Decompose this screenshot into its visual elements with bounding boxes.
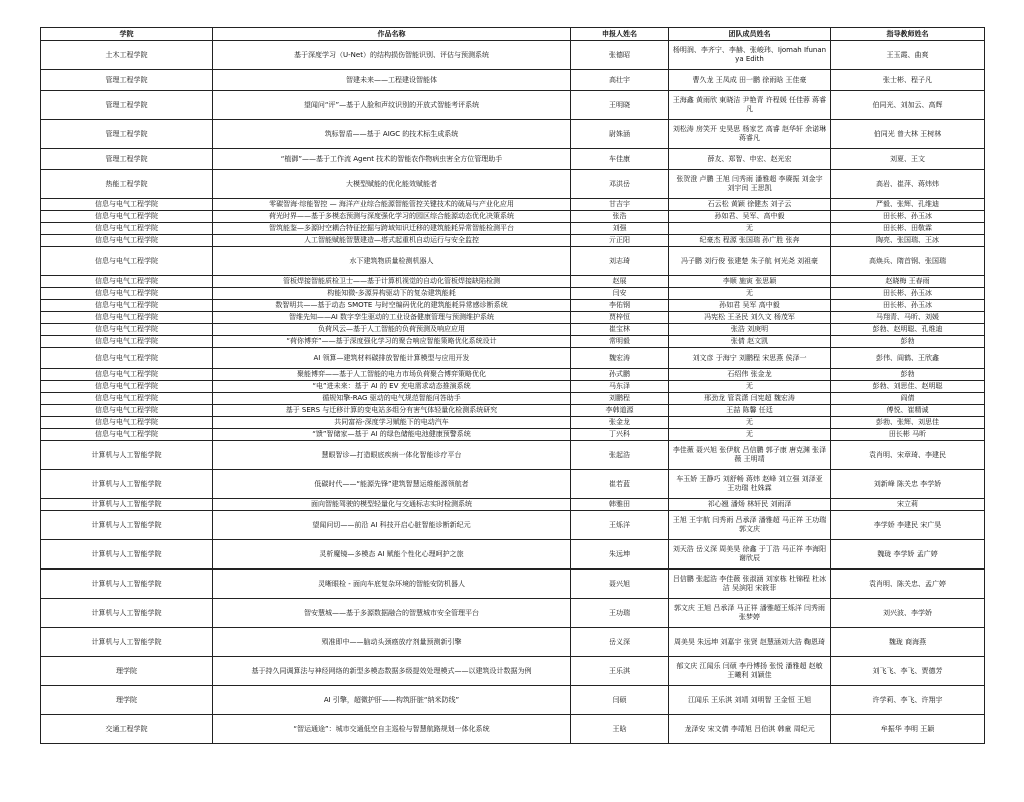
cell-college: 信息与电气工程学院 <box>41 417 213 429</box>
cell-applicant: 岳义深 <box>571 628 669 657</box>
cell-college: 信息与电气工程学院 <box>41 393 213 405</box>
cell-advisor: 牟振华 李明 王颖 <box>831 715 985 744</box>
cell-applicant: 高壮宇 <box>571 70 669 91</box>
cell-team: 冯宪松 王圣民 刘久文 杨茂军 <box>669 312 831 324</box>
cell-applicant: 崔宝林 <box>571 324 669 336</box>
table-row <box>41 715 985 744</box>
cell-college: 管理工程学院 <box>41 120 213 149</box>
table-row <box>41 540 985 570</box>
table-row <box>41 235 985 247</box>
cell-team: 郁文庆 江闻乐 闫硕 李丹博扬 张悦 潘雅超 赵敏 王曦利 刘颖佳 <box>669 657 831 686</box>
cell-project: “智运通途”：城市交通低空自主巡检与智慧航路规划一体化系统 <box>213 715 571 744</box>
cell-project: 基于深度学习（U-Net）的结构损伤智能识别、评估与预测系统 <box>213 41 571 70</box>
cell-applicant: 崔若蓝 <box>571 470 669 499</box>
cell-advisor: 刘新峰 陈关忠 李学娇 <box>831 470 985 499</box>
table-row <box>41 657 985 686</box>
cell-applicant: 张金龙 <box>571 417 669 429</box>
cell-project: “电”进未来：基于 AI 的 EV 充电需求动态推演系统 <box>213 381 571 393</box>
cell-project: 构能知微-多源异构驱动下的复杂建筑能耗 <box>213 288 571 300</box>
table-row <box>41 429 985 441</box>
cell-applicant: 甘吉宇 <box>571 199 669 211</box>
cell-applicant: 张浩 <box>571 211 669 223</box>
cell-advisor: 彭勃、刘思佳、赵明聪 <box>831 381 985 393</box>
cell-college: 信息与电气工程学院 <box>41 223 213 235</box>
cell-applicant: 常明毅 <box>571 336 669 348</box>
cell-advisor: 许学莉、李飞、许翔宇 <box>831 686 985 715</box>
cell-advisor: 彭勃 <box>831 336 985 348</box>
cell-advisor: 魏珑 商海燕 <box>831 628 985 657</box>
cell-project: 基于 SERS 与迁移计算的变电站多组分有害气体轻量化检测系统研究 <box>213 405 571 417</box>
cell-team: 无 <box>669 288 831 300</box>
cell-applicant: 马东泽 <box>571 381 669 393</box>
cell-college: 计算机与人工智能学院 <box>41 628 213 657</box>
cell-applicant: 邓洪岳 <box>571 170 669 199</box>
table-row <box>41 312 985 324</box>
table-row <box>41 288 985 300</box>
cell-applicant: 车佳康 <box>571 149 669 170</box>
cell-team: 冯子鹏 刘行俊 张建楚 朱子航 何光尧 刘祖豪 <box>669 247 831 276</box>
table-row <box>41 369 985 381</box>
table-row <box>41 276 985 288</box>
table-header <box>41 28 985 41</box>
table-row <box>41 470 985 499</box>
cell-applicant: 张起浩 <box>571 441 669 470</box>
cell-applicant: 王晗 <box>571 715 669 744</box>
cell-advisor: 严毅、张辉、孔维迪 <box>831 199 985 211</box>
cell-advisor: 田长彬、孙玉冰 <box>831 211 985 223</box>
cell-college: 计算机与人工智能学院 <box>41 441 213 470</box>
cell-project: 大模型赋能的优化能效赋能者 <box>213 170 571 199</box>
table-row <box>41 300 985 312</box>
cell-applicant: 刘志琦 <box>571 247 669 276</box>
cell-college: 计算机与人工智能学院 <box>41 470 213 499</box>
cell-advisor: 阎倩 <box>831 393 985 405</box>
cell-college: 信息与电气工程学院 <box>41 405 213 417</box>
cell-college: 信息与电气工程学院 <box>41 247 213 276</box>
cell-advisor: 彭勃、张辉、刘思佳 <box>831 417 985 429</box>
cell-advisor: 刘兴波、李学娇 <box>831 599 985 628</box>
cell-team: 张贺澄 卢鹏 王旭 闫秀雨 潘雅超 李赓振 刘金宇 刘宇闰 王思凯 <box>669 170 831 199</box>
cell-project: 智维先知——AI 数字孪生驱动的工业设备健康管理与预测维护系统 <box>213 312 571 324</box>
cell-team: 吕信鹏 张起浩 李佳薇 张淑涵 刘家栋 杜锦程 杜冰洁 吴滨阳 宋筱菲 <box>669 569 831 599</box>
cell-applicant: 亓正阳 <box>571 235 669 247</box>
table-row <box>41 511 985 540</box>
cell-advisor: 田长彬 马昕 <box>831 429 985 441</box>
cell-team: 王喆 陈馨 任廷 <box>669 405 831 417</box>
cell-advisor: 李学娇 李建民 宋广昊 <box>831 511 985 540</box>
cell-college: 土木工程学院 <box>41 41 213 70</box>
cell-applicant: 赵展 <box>571 276 669 288</box>
cell-team: 无 <box>669 223 831 235</box>
cell-project: 面向智能驾驶的模型轻量化与交通标志实时检测系统 <box>213 499 571 511</box>
cell-college: 信息与电气工程学院 <box>41 429 213 441</box>
table-row <box>41 441 985 470</box>
cell-project: 灵析魔镜—多模态 AI 赋能个性化心理呵护之旅 <box>213 540 571 570</box>
cell-team: 孙如君、吴军、高中毅 <box>669 211 831 223</box>
cell-project: 管板焊接智能质检卫士——基于计算机视觉的自动化管板焊接缺陷检测 <box>213 276 571 288</box>
cell-team: 刘松涛 房笑开 史昊思 杨家艺 高睿 赵华轩 余诺琳 蒋睿凡 <box>669 120 831 149</box>
table-row <box>41 120 985 149</box>
cell-applicant: 刘强 <box>571 223 669 235</box>
cell-applicant: 孙式鹏 <box>571 369 669 381</box>
cell-advisor: 赵晓梅 王春雨 <box>831 276 985 288</box>
cell-advisor: 傅悦、崔精诚 <box>831 405 985 417</box>
cell-advisor: 陶亮、张国瑞、王冰 <box>831 235 985 247</box>
cell-project: 慧眼智诊—打造眼底疾病一体化智能诊疗平台 <box>213 441 571 470</box>
cell-project: AI 引擎，超微护肝——构筑肝脏“纳米防线” <box>213 686 571 715</box>
cell-college: 理学院 <box>41 686 213 715</box>
cell-team: 曹久龙 王凤成 田一鹏 徐雨晗 王佳豪 <box>669 70 831 91</box>
cell-applicant: 王功瑞 <box>571 599 669 628</box>
cell-project: 共同富裕-深度学习赋能下的电动汽车 <box>213 417 571 429</box>
cell-project: “馈”智储家—基于 AI 的绿色储能电池健康预警系统 <box>213 429 571 441</box>
cell-advisor: 彭勃、赵明聪、孔维迪 <box>831 324 985 336</box>
cell-applicant: 王乐淇 <box>571 657 669 686</box>
cell-applicant: 王烁洋 <box>571 511 669 540</box>
cell-college: 信息与电气工程学院 <box>41 211 213 223</box>
cell-team: 张倩 赵文凯 <box>669 336 831 348</box>
cell-project: 望闻问“评”—基于人脸和声纹识别的开放式智能考评系统 <box>213 91 571 120</box>
cell-project: “植御”——基于工作流 Agent 技术的智能农作物病虫害全方位管理助手 <box>213 149 571 170</box>
table-row <box>41 170 985 199</box>
cell-team: 王海鑫 黄雨欣 東晓洁 尹艳青 许程媛 任佳蓉 蒋睿凡 <box>669 91 831 120</box>
table-row <box>41 686 985 715</box>
cell-advisor: 刘夏、王文 <box>831 149 985 170</box>
cell-college: 交通工程学院 <box>41 715 213 744</box>
table-row <box>41 336 985 348</box>
table-row <box>41 393 985 405</box>
cell-college: 热能工程学院 <box>41 170 213 199</box>
cell-advisor: 高岩、崔萍、蒋炜炜 <box>831 170 985 199</box>
cell-team: 无 <box>669 417 831 429</box>
cell-project: 零碳智海·综能智控 — 海洋产业综合能源智能管控关键技术的破局与产业化应用 <box>213 199 571 211</box>
cell-college: 信息与电气工程学院 <box>41 336 213 348</box>
cell-applicant: 李佑钢 <box>571 300 669 312</box>
cell-college: 计算机与人工智能学院 <box>41 499 213 511</box>
cell-college: 计算机与人工智能学院 <box>41 599 213 628</box>
cell-college: 管理工程学院 <box>41 91 213 120</box>
cell-team: 龙泽安 宋文倩 李靖旭 吕伯淇 韩童 周纪元 <box>669 715 831 744</box>
cell-project: 殒准即中——脑动头颈癌放疗剂量预测新引擎 <box>213 628 571 657</box>
cell-college: 理学院 <box>41 657 213 686</box>
table-row <box>41 417 985 429</box>
cell-advisor: 田长彬、田敬霖 <box>831 223 985 235</box>
cell-college: 信息与电气工程学院 <box>41 276 213 288</box>
table-row <box>41 599 985 628</box>
cell-applicant: 王明晓 <box>571 91 669 120</box>
cell-project: 智建未来——工程建设智能体 <box>213 70 571 91</box>
cell-project: 人工智能赋能智慧建造—塔式起重机自动运行与安全监控 <box>213 235 571 247</box>
cell-college: 计算机与人工智能学院 <box>41 511 213 540</box>
header-advisor: 指导教师姓名 <box>831 28 985 41</box>
project-table <box>40 27 985 744</box>
cell-advisor: 彭伟、阎鹤、王欣鑫 <box>831 348 985 369</box>
cell-advisor: 高焕兵、隋首钢、张国瑞 <box>831 247 985 276</box>
cell-advisor: 田长彬、孙玉冰 <box>831 288 985 300</box>
cell-team: 纪豪杰 程源 张国瑞 孙广胜 张奔 <box>669 235 831 247</box>
cell-advisor: 张士彬、程子凡 <box>831 70 985 91</box>
cell-applicant: 尉姝涵 <box>571 120 669 149</box>
cell-applicant: 韩雅田 <box>571 499 669 511</box>
cell-advisor: 马翔青、马昕、刘媛 <box>831 312 985 324</box>
cell-advisor: 魏珑 李学娇 孟广婷 <box>831 540 985 570</box>
table-row <box>41 149 985 170</box>
cell-college: 信息与电气工程学院 <box>41 235 213 247</box>
cell-applicant: 闫硕 <box>571 686 669 715</box>
table-row <box>41 381 985 393</box>
table-row <box>41 569 985 599</box>
cell-project: 聚能博弈——基于人工智能的电力市场负荷聚合博弈策略优化 <box>213 369 571 381</box>
cell-college: 信息与电气工程学院 <box>41 312 213 324</box>
cell-advisor: 彭勃 <box>831 369 985 381</box>
cell-college: 信息与电气工程学院 <box>41 348 213 369</box>
cell-team: 孙如君 吴军 高中毅 <box>669 300 831 312</box>
cell-team: 邢劲龙 管袁潇 闫宪超 魏宏涛 <box>669 393 831 405</box>
cell-team: 周美昊 朱远坤 刘嘉宇 张贤 赵慧涵刘大浩 鞠恩琦 <box>669 628 831 657</box>
cell-applicant: 丁兴科 <box>571 429 669 441</box>
cell-project: 基于持久同调算法与神经网络的新型多模态数据多级提效处理模式——以建筑设计数据为例 <box>213 657 571 686</box>
cell-project: 低碳时代——“能源先锋”建筑智慧运维能源领航者 <box>213 470 571 499</box>
table-row <box>41 211 985 223</box>
cell-project: 循规知擎-RAG 驱动的电气规范智能问答助手 <box>213 393 571 405</box>
cell-project: 灵晰眼检 - 面向车底复杂环境的智能安防机器人 <box>213 569 571 599</box>
cell-college: 信息与电气工程学院 <box>41 381 213 393</box>
table-row <box>41 199 985 211</box>
table-body <box>41 41 985 744</box>
cell-project: 荷光时界——基于多模态预测与深度强化学习的园区综合能源动态优化决策系统 <box>213 211 571 223</box>
header-applicant: 申报人姓名 <box>571 28 669 41</box>
cell-project: AI 领算—建筑材料碳排放智能计算模型与应用开发 <box>213 348 571 369</box>
table-row <box>41 499 985 511</box>
cell-college: 信息与电气工程学院 <box>41 369 213 381</box>
cell-applicant: 贾梓恒 <box>571 312 669 324</box>
cell-college: 管理工程学院 <box>41 70 213 91</box>
cell-college: 计算机与人工智能学院 <box>41 540 213 570</box>
header-project: 作品名称 <box>213 28 571 41</box>
cell-advisor: 袁肖明、陈关忠、孟广婷 <box>831 569 985 599</box>
cell-team: 李顺 施寅 张思颖 <box>669 276 831 288</box>
table-row <box>41 41 985 70</box>
cell-advisor: 宋立莉 <box>831 499 985 511</box>
cell-project: 智筑能鉴—多源时空耦合特征挖掘与跨域知识迁移的建筑能耗异常智能检测平台 <box>213 223 571 235</box>
cell-team: 祁心翘 潘炀 林轩民 刘雨泽 <box>669 499 831 511</box>
cell-team: 刘天浩 岳义深 周美昊 徐鑫 于丁浩 马正祥 李海阳 谢欣辰 <box>669 540 831 570</box>
cell-applicant: 刘鹏程 <box>571 393 669 405</box>
cell-advisor: 袁肖明、宋章琦、李建民 <box>831 441 985 470</box>
table-row <box>41 348 985 369</box>
cell-college: 信息与电气工程学院 <box>41 324 213 336</box>
table-row <box>41 628 985 657</box>
cell-team: 车玉娇 王静巧 刘舒畅 蒋炜 赵峰 刘立强 刘泽亚 王功瑞 杜姝霖 <box>669 470 831 499</box>
cell-college: 信息与电气工程学院 <box>41 300 213 312</box>
cell-applicant: 聂兴旭 <box>571 569 669 599</box>
cell-applicant: 魏宏涛 <box>571 348 669 369</box>
cell-project: “荷你博弈”——基于深度强化学习的聚合响应智能策略优化系统设计 <box>213 336 571 348</box>
table-row <box>41 223 985 235</box>
cell-college: 计算机与人工智能学院 <box>41 569 213 599</box>
cell-advisor: 伯同光 曾大林 王树林 <box>831 120 985 149</box>
cell-project: 负荷风云—基于人工智能的负荷预测及响应应用 <box>213 324 571 336</box>
table-row <box>41 247 985 276</box>
cell-advisor: 伯同光、刘加云、高辉 <box>831 91 985 120</box>
cell-team: 江闻乐 王乐淇 刘靖 刘明智 王金恒 王旭 <box>669 686 831 715</box>
award-list-sheet <box>40 27 984 744</box>
cell-project: 水下建筑物质量检测机器人 <box>213 247 571 276</box>
table-row <box>41 405 985 417</box>
cell-advisor: 王玉霞、曲爽 <box>831 41 985 70</box>
cell-team: 杨明润、李齐宁、李赫、张峻玮、Ijomah Ifunanya Edith <box>669 41 831 70</box>
header-team: 团队成员姓名 <box>669 28 831 41</box>
cell-team: 无 <box>669 429 831 441</box>
cell-advisor: 田长彬、孙玉冰 <box>831 300 985 312</box>
cell-advisor: 刘飞飞、李飞、贾德芳 <box>831 657 985 686</box>
cell-applicant: 张德昭 <box>571 41 669 70</box>
cell-team: 李佳薇 聂兴旭 张伊航 吕信鹏 郭子康 唐克渊 张泽薇 王明靖 <box>669 441 831 470</box>
cell-team: 石云松 黄颖 徐健杰 刘子云 <box>669 199 831 211</box>
cell-college: 信息与电气工程学院 <box>41 288 213 300</box>
table-row <box>41 324 985 336</box>
table-row <box>41 70 985 91</box>
cell-team: 无 <box>669 381 831 393</box>
cell-college: 信息与电气工程学院 <box>41 199 213 211</box>
cell-project: 智安慧城——基于多源数据融合的智慧城市安全管理平台 <box>213 599 571 628</box>
header-college: 学院 <box>41 28 213 41</box>
cell-applicant: 闫安 <box>571 288 669 300</box>
cell-applicant: 李韩道源 <box>571 405 669 417</box>
cell-project: 筑标智盾——基于 AIGC 的技术标生成系统 <box>213 120 571 149</box>
cell-team: 石绍伟 张金龙 <box>669 369 831 381</box>
cell-applicant: 朱远坤 <box>571 540 669 570</box>
cell-team: 刘文彦 于海宁 刘鹏程 宋思燕 侯泽一 <box>669 348 831 369</box>
cell-team: 王旭 王宇航 闫秀雨 吕承泽 潘雅超 马正祥 王功瑞 郭文庆 <box>669 511 831 540</box>
cell-team: 薛友、郑智、申宏、赵光宏 <box>669 149 831 170</box>
cell-team: 张浩 刘庚明 <box>669 324 831 336</box>
cell-team: 郭文庆 王旭 吕承泽 马正祥 潘雅超王烁洋 闫秀雨 张梦婷 <box>669 599 831 628</box>
table-row <box>41 91 985 120</box>
header-row <box>41 28 985 41</box>
cell-project: 数智明共——基于动态 SMOTE 与时空编码优化的建筑能耗异常感诊断系统 <box>213 300 571 312</box>
cell-college: 管理工程学院 <box>41 149 213 170</box>
cell-project: 望闻问切——前沿 AI 科技开启心脏智能诊断新纪元 <box>213 511 571 540</box>
